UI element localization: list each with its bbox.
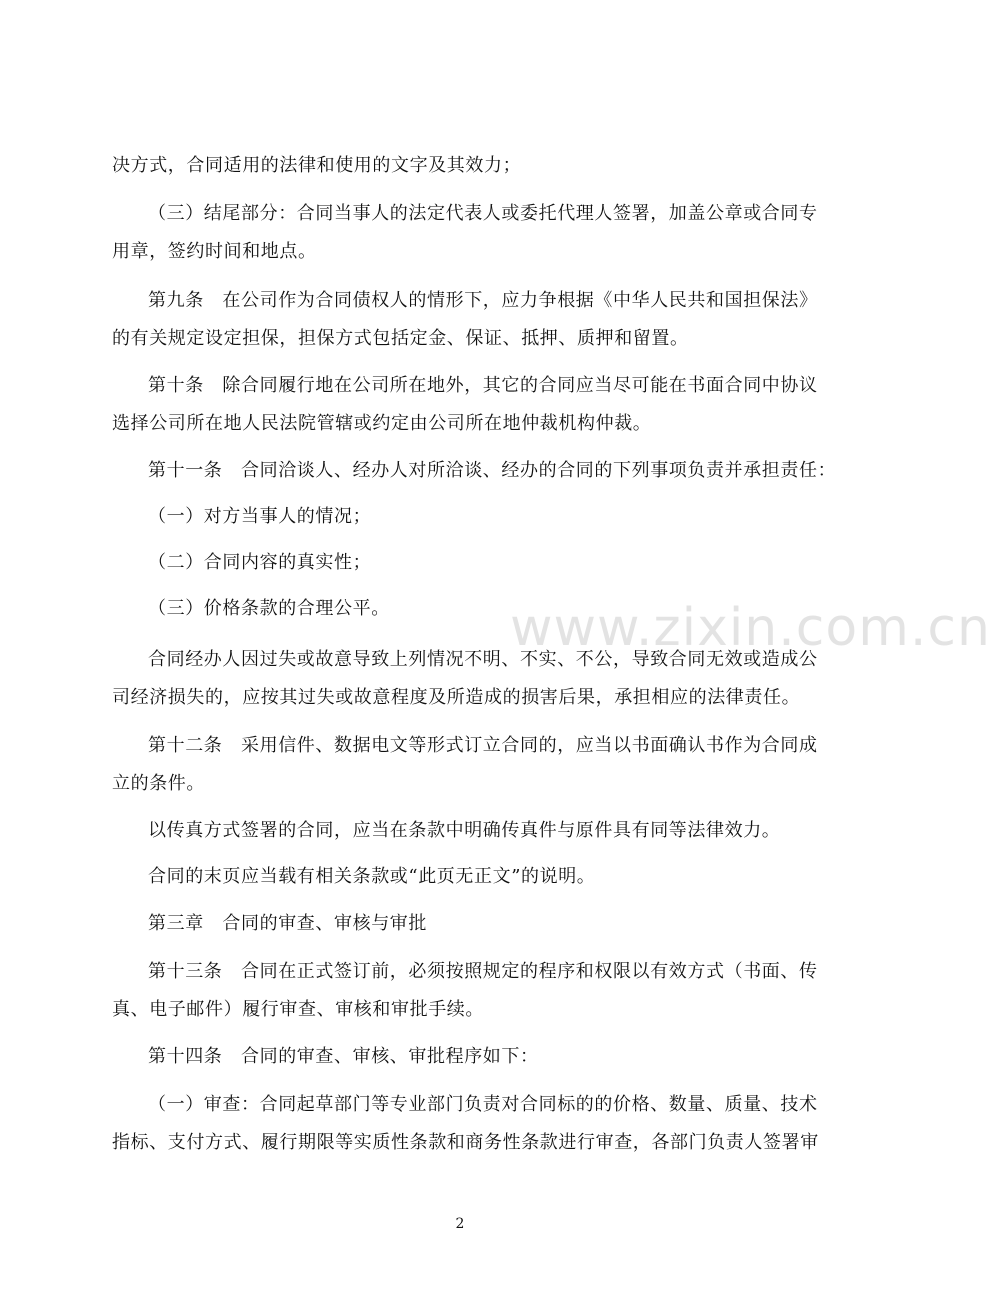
paragraph (112, 727, 818, 803)
text-line: 的有关规定设定担保，担保方式包括定金、保证、抵押、质押和留置。 (112, 328, 689, 349)
text-line: （三）结尾部分：合同当事人的法定代表人或委托代理人签署，加盖公章或合同专 (148, 203, 818, 224)
paragraph (148, 812, 848, 850)
list-item: （二）合同内容的真实性； (148, 552, 372, 573)
paragraph (148, 452, 848, 490)
list-item: （一）对方当事人的情况； (148, 506, 372, 527)
text-line: 真、电子邮件）履行审查、审核和审批手续。 (112, 999, 484, 1020)
text-line: 第三章 合同的审查、审核与审批 (148, 913, 427, 934)
text-line: 第十一条 合同洽谈人、经办人对所洽谈、经办的合同的下列事项负责并承担责任： (148, 460, 837, 481)
paragraph (112, 1086, 819, 1162)
text-line: 用章，签约时间和地点。 (112, 241, 317, 262)
text-line: 第十条 除合同履行地在公司所在地外，其它的合同应当尽可能在书面合同中协议 (148, 375, 818, 396)
text-line: 指标、支付方式、履行期限等实质性条款和商务性条款进行审查，各部门负责人签署审 (112, 1132, 819, 1153)
paragraph (112, 195, 818, 271)
paragraph (112, 367, 818, 443)
text-line: 第九条 在公司作为合同债权人的情形下，应力争根据《中华人民共和国担保法》 (148, 290, 818, 311)
paragraph (148, 858, 848, 896)
text-line: 选择公司所在地人民法院管辖或约定由公司所在地仲裁机构仲裁。 (112, 413, 652, 434)
text-line: 合同的末页应当载有相关条款或“此页无正文”的说明。 (148, 866, 596, 887)
paragraph (112, 953, 818, 1029)
chapter-heading (148, 905, 848, 943)
paragraph (112, 282, 818, 358)
text-line: 第十四条 合同的审查、审核、审批程序如下： (148, 1046, 539, 1067)
paragraph (148, 544, 848, 582)
paragraph (148, 1038, 848, 1076)
paragraph (112, 147, 812, 185)
list-item: （三）价格条款的合理公平。 (148, 598, 390, 619)
text-line: 司经济损失的，应按其过失或故意程度及所造成的损害后果，承担相应的法律责任。 (112, 687, 801, 708)
text-line: 合同经办人因过失或故意导致上列情况不明、不实、不公，导致合同无效或造成公 (148, 649, 818, 670)
text-line: 立的条件。 (112, 773, 205, 794)
watermark: www.zixin.com.cn (510, 598, 991, 658)
text-line: 决方式，合同适用的法律和使用的文字及其效力； (112, 155, 522, 176)
text-line: （一）审查：合同起草部门等专业部门负责对合同标的的价格、数量、质量、技术 (148, 1094, 818, 1115)
paragraph (148, 498, 848, 536)
text-line: 第十二条 采用信件、数据电文等形式订立合同的，应当以书面确认书作为合同成 (148, 735, 818, 756)
text-line: 第十三条 合同在正式签订前，必须按照规定的程序和权限以有效方式（书面、传 (148, 961, 818, 982)
text-line: 以传真方式签署的合同，应当在条款中明确传真件与原件具有同等法律效力。 (148, 820, 781, 841)
page-number: 2 (455, 1216, 465, 1232)
